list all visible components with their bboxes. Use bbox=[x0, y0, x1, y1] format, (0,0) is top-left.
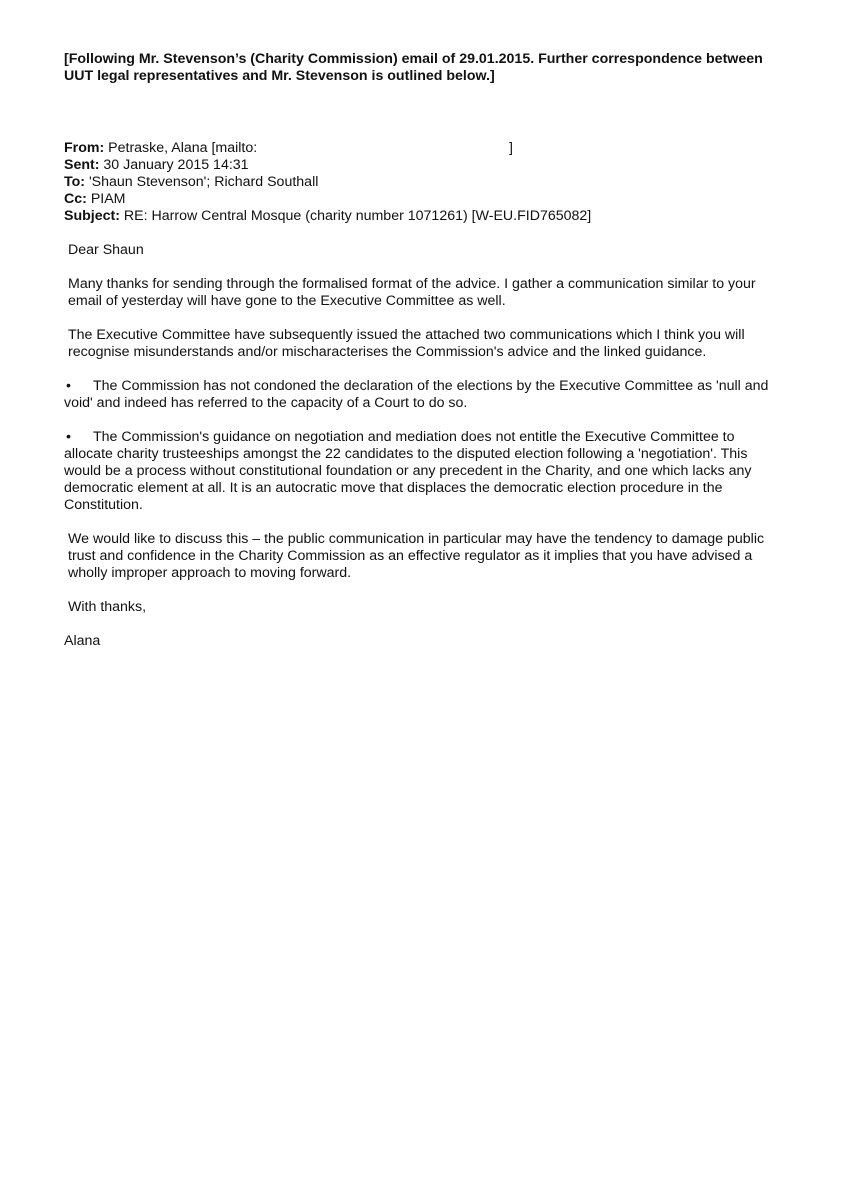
paragraph-1: Many thanks for sending through the formalised format of the advice. I gather a communication similar to your email of yesterday will have gone to the Executive Committee as well. bbox=[68, 276, 756, 309]
bullet-icon: • bbox=[66, 378, 71, 394]
to-label: To: bbox=[64, 174, 86, 190]
bullet-icon: • bbox=[66, 429, 71, 445]
greeting: Dear Shaun bbox=[68, 242, 144, 258]
email-header bbox=[64, 140, 794, 225]
bullet-1-text: The Commission has not condoned the declaration of the elections by the Executive Committee as 'null and void' and indeed has referred to the capacity of a Court to do so. bbox=[64, 378, 769, 411]
from-line bbox=[64, 140, 794, 157]
to-value: 'Shaun Stevenson'; Richard Southall bbox=[85, 174, 319, 190]
bullet-2-text: The Commission's guidance on negotiation and mediation does not entitle the Executive Committee to allocate charity trusteeships amongst the 22 candidates to the disputed election following a 'negotiation'. This would be a process without constitutional foundation or any precedent in the Charity, and one which lacks any democratic element at all. It is an autocratic move that displaces the democratic election procedure in the Constitution. bbox=[64, 429, 752, 513]
from-value: Petraske, Alana [mailto: bbox=[104, 140, 258, 156]
from-close-bracket: ] bbox=[509, 140, 513, 156]
subject-line bbox=[64, 208, 794, 225]
cc-label: Cc: bbox=[64, 191, 87, 207]
paragraph-2: The Executive Committee have subsequently issued the attached two communications which I think you will recognise misunderstands and/or mischaracterises the Commission's advice and the linked guidance. bbox=[68, 327, 745, 360]
sent-line bbox=[64, 157, 794, 174]
signature: Alana bbox=[64, 633, 101, 649]
cc-value: PIAM bbox=[86, 191, 126, 207]
intro-note: [Following Mr. Stevenson’s (Charity Commission) email of 29.01.2015. Further correspondence between UUT legal representatives and Mr. Stevenson is outlined below.] bbox=[64, 51, 763, 84]
cc-line bbox=[64, 191, 794, 208]
email-body bbox=[64, 242, 784, 667]
from-label: From: bbox=[64, 140, 105, 156]
paragraph-3: We would like to discuss this – the public communication in particular may have the tendency to damage public trust and confidence in the Charity Commission as an effective regulator as it implies that you have advised a wholly improper approach to moving forward. bbox=[68, 531, 765, 581]
closing: With thanks, bbox=[68, 599, 147, 615]
subject-value: RE: Harrow Central Mosque (charity number 1071261) [W-EU.FID765082] bbox=[119, 208, 592, 224]
sent-label: Sent: bbox=[64, 157, 100, 173]
bullet-item-2 bbox=[64, 429, 784, 514]
subject-label: Subject: bbox=[64, 208, 120, 224]
bullet-item-1 bbox=[64, 378, 784, 412]
to-line bbox=[64, 174, 794, 191]
sent-value: 30 January 2015 14:31 bbox=[99, 157, 249, 173]
